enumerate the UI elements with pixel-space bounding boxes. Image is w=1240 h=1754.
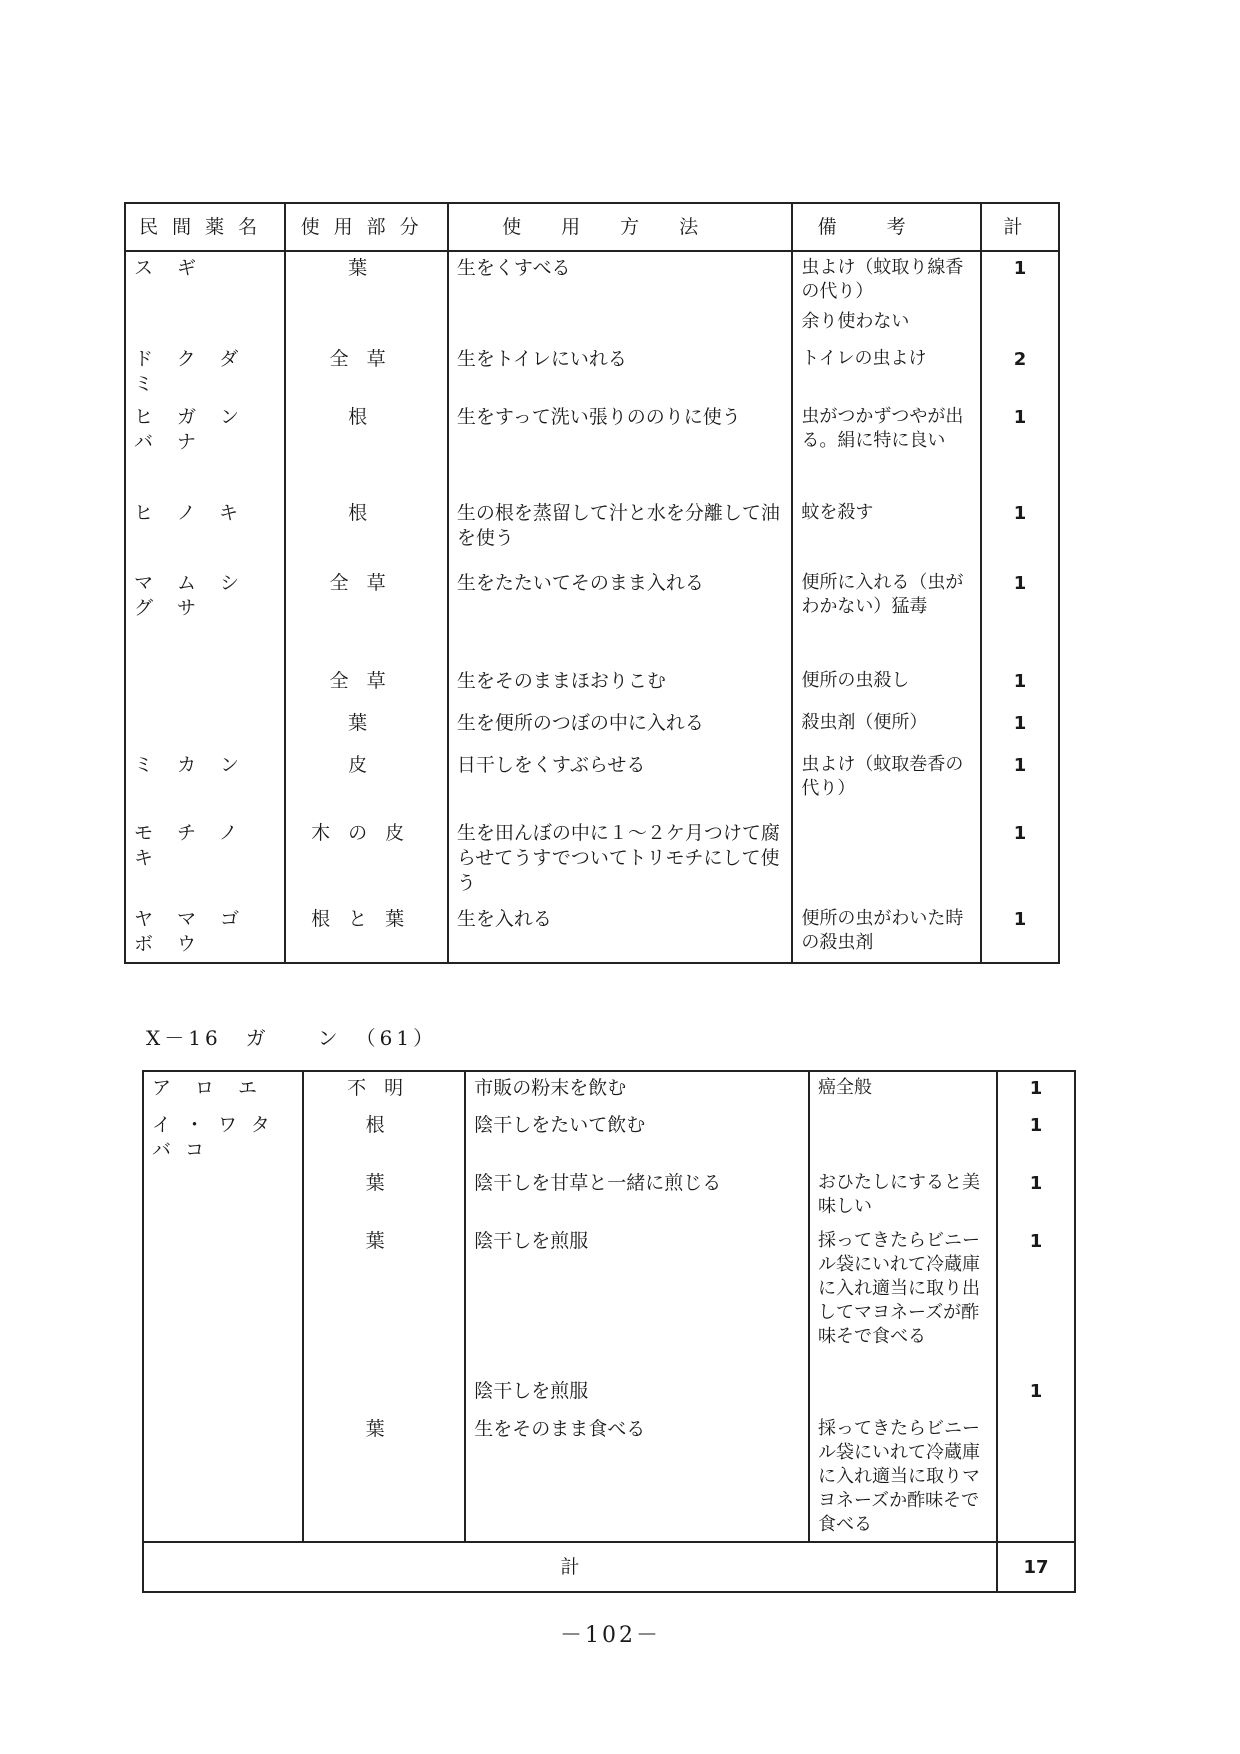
part-used: 根と葉: [285, 903, 448, 963]
count: 1: [997, 1225, 1075, 1375]
usage-method: 生をトイレにいれる: [448, 343, 793, 401]
table-row: [143, 1225, 1075, 1375]
count: 1: [981, 817, 1059, 903]
count: 1: [981, 903, 1059, 963]
plant-name: ドクダミ: [125, 343, 285, 401]
count: 1: [997, 1375, 1075, 1413]
remarks: おひたしにすると美味しい: [809, 1167, 997, 1225]
table-row: [125, 343, 1059, 401]
part-used: 葉: [303, 1167, 465, 1225]
remarks: [792, 251, 981, 343]
part-used: 全草: [285, 665, 448, 707]
header-total: 計: [981, 203, 1059, 251]
part-used: 根: [285, 401, 448, 497]
remarks: 虫がつかずつやが出る。絹に特に良い: [792, 401, 981, 497]
plant-name: ヒノキ: [125, 497, 285, 567]
remarks: 蚊を殺す: [792, 497, 981, 567]
remarks: [809, 1375, 997, 1413]
remarks: 採ってきたらビニール袋にいれて冷蔵庫に入れ適当に取りマヨネーズか酢味そで食べる: [809, 1413, 997, 1542]
remarks: 便所の虫がわいた時の殺虫剤: [792, 903, 981, 963]
usage-method: 生を田んぼの中に１～２ケ月つけて腐らせてうすでついてトリモチにして使う: [448, 817, 793, 903]
part-used: 葉: [285, 251, 448, 343]
total-label: 計: [143, 1542, 997, 1592]
part-used: 葉: [303, 1225, 465, 1375]
remarks: 虫よけ（蚊取巻香の代り）: [792, 749, 981, 817]
plant-name: イ・ワタバコ: [143, 1109, 303, 1167]
table-row: [143, 1071, 1075, 1109]
remarks: 便所の虫殺し: [792, 665, 981, 707]
part-used: 全草: [285, 343, 448, 401]
count: 1: [997, 1071, 1075, 1109]
plant-name: スギ: [125, 251, 285, 343]
count: 1: [997, 1167, 1075, 1225]
plant-name: [143, 1413, 303, 1542]
part-used: 全草: [285, 567, 448, 665]
table-row: [143, 1413, 1075, 1542]
header-folk-medicine-name: 民間薬名: [125, 203, 285, 251]
table-row: [125, 251, 1059, 343]
usage-method: 生をそのままほおりこむ: [448, 665, 793, 707]
remarks: [809, 1109, 997, 1167]
part-used: 木の皮: [285, 817, 448, 903]
remarks: 癌全般: [809, 1071, 997, 1109]
table-row: [125, 903, 1059, 963]
part-used: 皮: [285, 749, 448, 817]
table-row: [143, 1167, 1075, 1225]
plant-name: ミカン: [125, 749, 285, 817]
table-row: [125, 749, 1059, 817]
plant-name: アロエ: [143, 1071, 303, 1109]
remarks-line: 虫よけ（蚊取り線香の代り）: [801, 257, 964, 302]
page-number: －102－: [560, 1623, 661, 1648]
header-usage-method: 使用方法: [448, 203, 793, 251]
usage-method: 生をそのまま食べる: [465, 1413, 809, 1542]
header-remarks: 備考: [792, 203, 981, 251]
remarks-line: 余り使わない: [801, 311, 910, 332]
usage-method: 日干しをくすぶらせる: [448, 749, 793, 817]
table-row: [125, 707, 1059, 749]
part-used: 葉: [285, 707, 448, 749]
usage-method: 生を便所のつぼの中に入れる: [448, 707, 793, 749]
usage-method: 生を入れる: [448, 903, 793, 963]
plant-name: ヤマゴボウ: [125, 903, 285, 963]
count: 1: [981, 251, 1059, 343]
usage-method: 陰干しを甘草と一緒に煎じる: [465, 1167, 809, 1225]
folk-medicine-table: [124, 202, 1060, 964]
usage-method: 陰干しを煎服: [465, 1225, 809, 1375]
plant-name: [143, 1167, 303, 1225]
count: 1: [981, 665, 1059, 707]
table-row: [125, 567, 1059, 665]
section-title: X－16 ガ ン （61）: [146, 1026, 438, 1050]
plant-name: [125, 707, 285, 749]
remarks: 殺虫剤（便所）: [792, 707, 981, 749]
usage-method: 生をすって洗い張りののりに使う: [448, 401, 793, 497]
table-row: [143, 1109, 1075, 1167]
plant-name: [143, 1225, 303, 1375]
usage-method: 生の根を蒸留して汁と水を分離して油を使う: [448, 497, 793, 567]
usage-method: 生をくすべる: [448, 251, 793, 343]
part-used: 根: [303, 1109, 465, 1167]
part-used: 葉: [303, 1413, 465, 1542]
count: 1: [981, 401, 1059, 497]
header-part-used: 使用部分: [285, 203, 448, 251]
count: 1: [981, 749, 1059, 817]
plant-name: [125, 665, 285, 707]
count: 1: [981, 497, 1059, 567]
remarks: トイレの虫よけ: [792, 343, 981, 401]
usage-method: 陰干しをたいて飲む: [465, 1109, 809, 1167]
table-row: [125, 817, 1059, 903]
part-used: [303, 1375, 465, 1413]
plant-name: ヒガンバナ: [125, 401, 285, 497]
total-row: [143, 1542, 1075, 1592]
count: [997, 1413, 1075, 1542]
table-row: [125, 497, 1059, 567]
remarks: 便所に入れる（虫がわかない）猛毒: [792, 567, 981, 665]
table-row: [125, 401, 1059, 497]
count: 1: [981, 567, 1059, 665]
usage-method: 陰干しを煎服: [465, 1375, 809, 1413]
count: 2: [981, 343, 1059, 401]
cancer-medicine-table: [142, 1070, 1076, 1593]
usage-method: 市販の粉末を飲む: [465, 1071, 809, 1109]
total-value: 17: [997, 1542, 1075, 1592]
plant-name: モチノキ: [125, 817, 285, 903]
part-used: 不明: [303, 1071, 465, 1109]
remarks: 採ってきたらビニール袋にいれて冷蔵庫に入れ適当に取り出してマヨネーズが酢味そで食べる: [809, 1225, 997, 1375]
table-header-row: [125, 203, 1059, 251]
plant-name: マムシグサ: [125, 567, 285, 665]
plant-name: [143, 1375, 303, 1413]
count: 1: [981, 707, 1059, 749]
table-row: [143, 1375, 1075, 1413]
table-row: [125, 665, 1059, 707]
usage-method: 生をたたいてそのまま入れる: [448, 567, 793, 665]
part-used: 根: [285, 497, 448, 567]
remarks: [792, 817, 981, 903]
count: 1: [997, 1109, 1075, 1167]
